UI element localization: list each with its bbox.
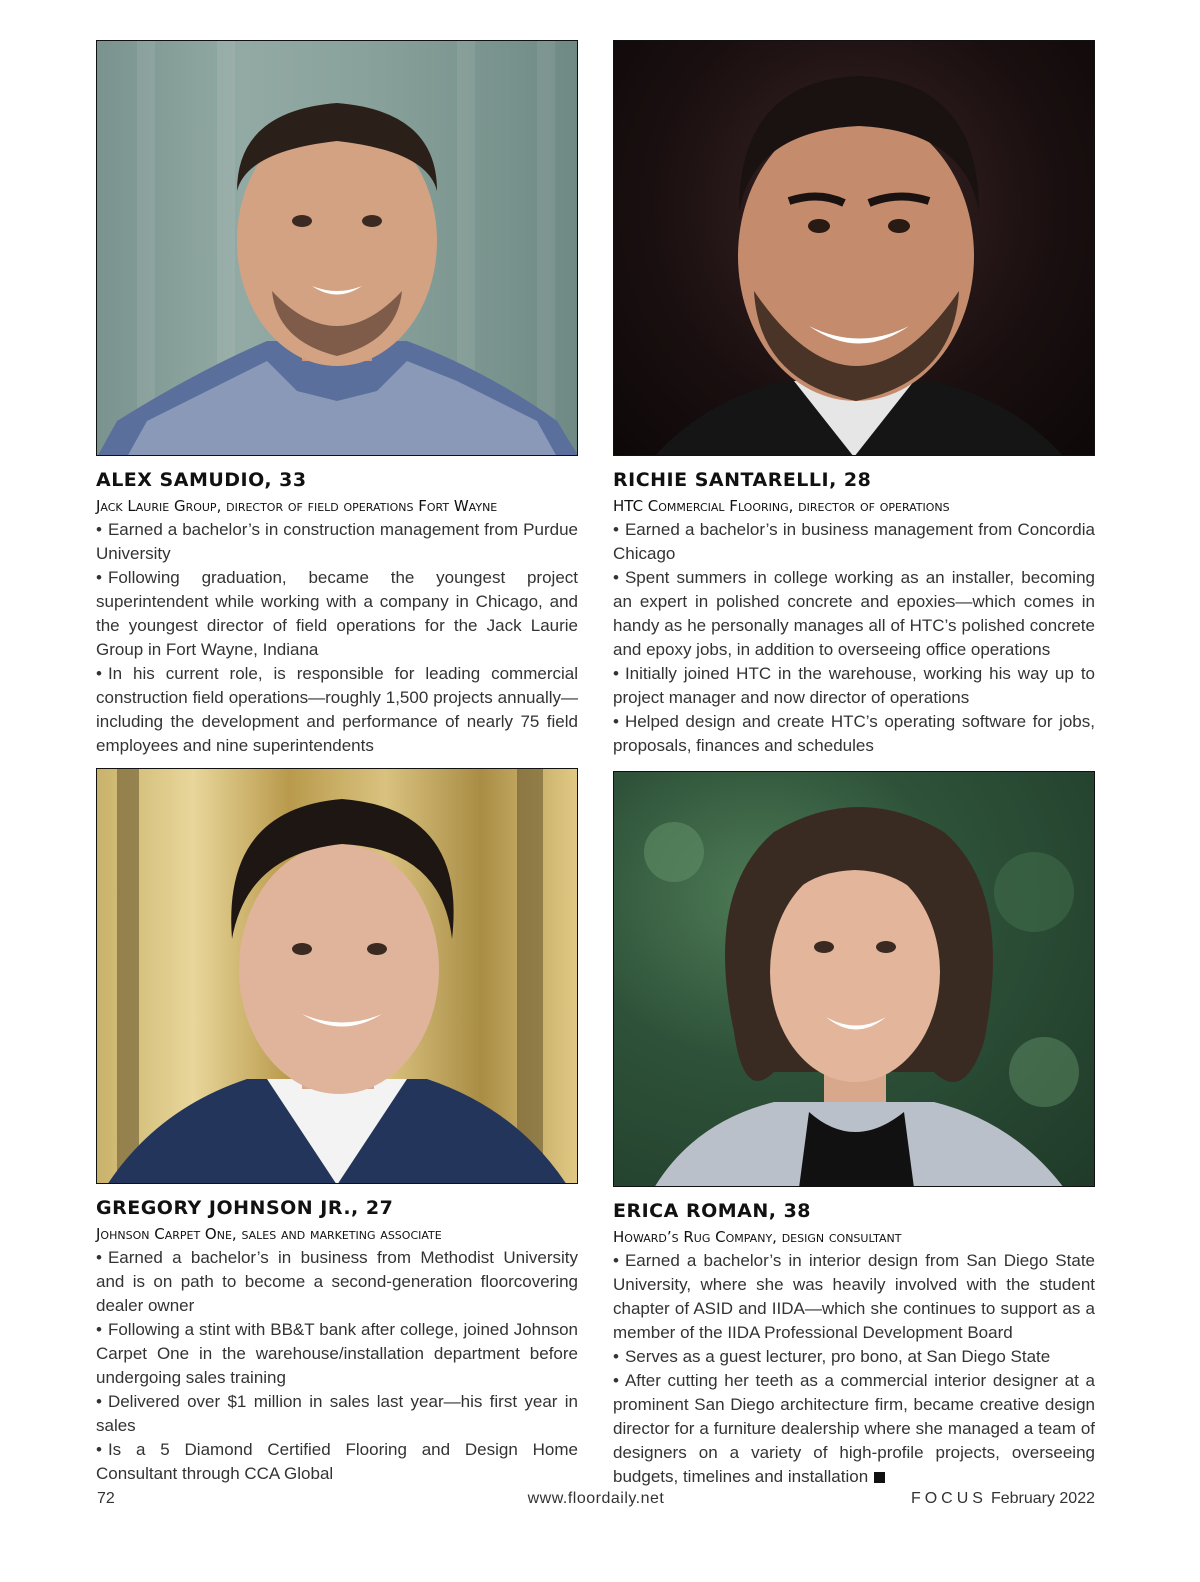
bullet-item: • Earned a bachelor’s in business from Methodist University and is on path to become a second-generation floorcovering dealer owner [96,1248,578,1315]
person-headshot-icon [97,769,578,1184]
company-title: HTC Commercial Flooring, director of operations [613,497,950,515]
bullet-item: • Earned a bachelor’s in business management from Concordia Chicago [613,520,1095,563]
issue-date: February 2022 [990,1490,1095,1507]
profile-richie-santarelli [613,40,1095,758]
bullet-item: • Delivered over $1 million in sales last year—his first year in sales [96,1392,578,1435]
headshot-photo [96,768,578,1184]
bullet-item: • Serves as a guest lecturer, pro bono, at San Diego State [613,1347,1051,1366]
page-footer [97,1490,1095,1514]
issue-label [911,1490,1095,1508]
profile-alex-samudio [96,40,578,758]
bullet-item: • Following a stint with BB&T bank after college, joined Johnson Carpet One in the warehouse/installation department before undergoing sales training [96,1320,578,1387]
company-title: Johnson Carpet One, sales and marketing associate [96,1225,442,1243]
end-of-article-mark [874,1472,885,1483]
bullet-item: • In his current role, is responsible for leading commercial construction field operations—roughly 1,500 projects annually—including the development and performance of nearly 75 field employees and nine superintendents [96,664,578,755]
bullet-list [96,518,578,758]
bullet-item: • Helped design and create HTC’s operating software for jobs, proposals, finances and schedules [613,712,1095,755]
bullet-list [613,1249,1095,1489]
bullet-item: • Is a 5 Diamond Certified Flooring and Design Home Consultant through CCA Global [96,1440,578,1483]
company-title: Howard’s Rug Company, design consultant [613,1228,902,1246]
profile-erica-roman [613,771,1095,1489]
person-headshot-icon [614,772,1095,1187]
bullet-item: • Following graduation, became the youngest project superintendent while working with a company in Chicago, and the youngest director of field operations for the Jack Laurie Group in Fort Wayne, Indiana [96,568,578,659]
headshot-photo [613,40,1095,456]
person-name: GREGORY JOHNSON JR., 27 [96,1197,394,1219]
bullet-item: • Earned a bachelor’s in construction management from Purdue University [96,520,578,563]
person-name: RICHIE SANTARELLI, 28 [613,469,872,491]
magazine-name: FOCUS [910,1490,987,1507]
bullet-item: • Initially joined HTC in the warehouse, working his way up to project manager and now director of operations [613,664,1095,707]
company-title: Jack Laurie Group, director of field operations Fort Wayne [96,497,498,515]
page-number: 72 [97,1490,115,1507]
bullet-list [96,1246,578,1486]
person-headshot-icon [97,41,578,456]
profile-gregory-johnson [96,768,578,1486]
website-url: www.floordaily.net [527,1490,665,1507]
headshot-photo [613,771,1095,1187]
bullet-item: • Earned a bachelor’s in interior design from San Diego State University, where she was heavily involved with the student chapter of ASID and IIDA—which she continues to support as a member of the IIDA Professional Development Board [613,1251,1095,1342]
bullet-item: • After cutting her teeth as a commercial interior designer at a prominent San Diego architecture firm, became creative design director for a furniture dealership where she managed a team of designers on a variety of high-profile projects, overseeing budgets, timelines and installation [613,1371,1095,1486]
person-headshot-icon [614,41,1095,456]
bullet-list [613,518,1095,758]
headshot-photo [96,40,578,456]
person-name: ALEX SAMUDIO, 33 [96,469,307,491]
bullet-item: • Spent summers in college working as an installer, becoming an expert in polished concrete and epoxies—which comes in handy as he personally manages all of HTC’s polished concrete and epoxy jobs, in addition to overseeing office operations [613,568,1095,659]
person-name: ERICA ROMAN, 38 [613,1200,812,1222]
